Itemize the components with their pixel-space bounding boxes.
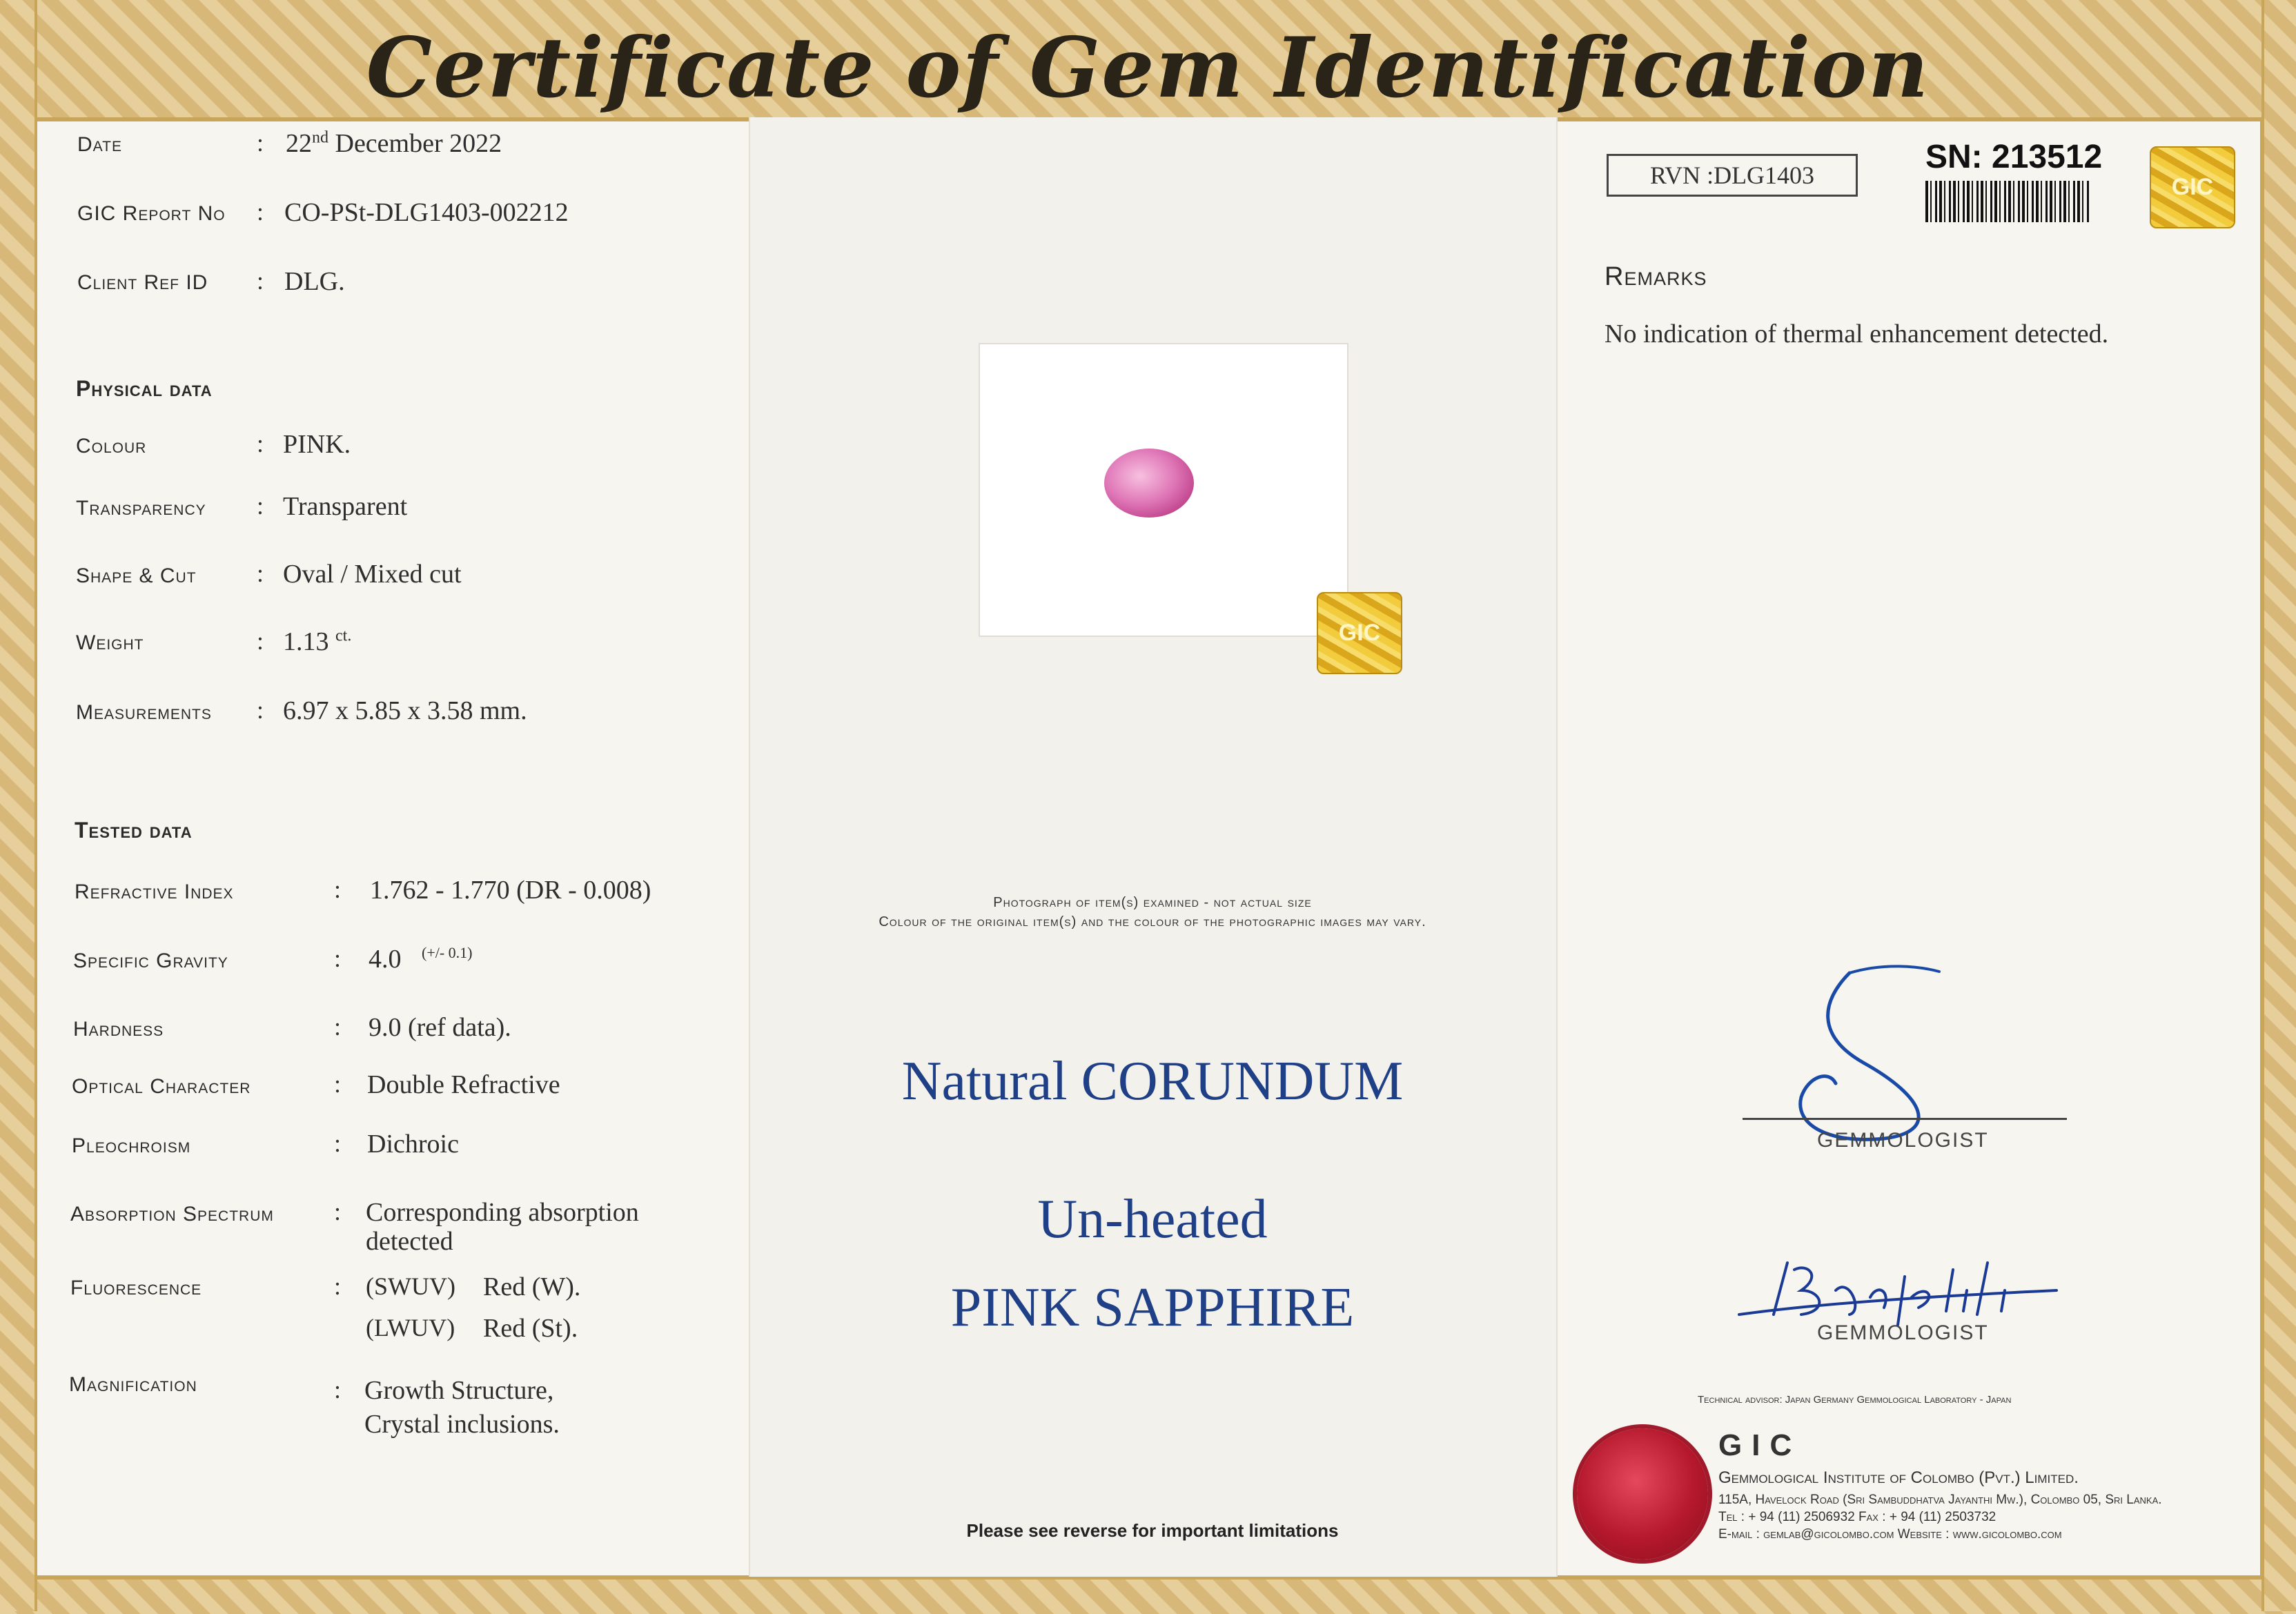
photo-caption-2: Colour of the original item(s) and the colour of the photographic images may vary. — [879, 914, 1426, 929]
magnification-line2: Crystal inclusions. — [364, 1410, 560, 1439]
shape-cut-value: Oval / Mixed cut — [283, 560, 462, 589]
specific-gravity-tolerance: (+/- 0.1) — [422, 944, 473, 961]
date-value — [286, 128, 502, 159]
gic-hologram-corner: GIC — [2150, 146, 2235, 228]
absorption-spectrum-line2: detected — [366, 1227, 453, 1256]
variety-heading: PINK SAPPHIRE — [950, 1277, 1355, 1338]
gemmologist-label-1: GEMMOLOGIST — [1817, 1129, 1989, 1152]
fold-line-left — [749, 117, 750, 1577]
optical-character-colon: : — [334, 1070, 342, 1098]
institute-name: Gemmological Institute of Colombo (Pvt.) Limited. — [1718, 1468, 2079, 1487]
date-rest: December 2022 — [335, 129, 502, 158]
optical-character-label: Optical Character — [72, 1075, 251, 1098]
transparency-value: Transparent — [283, 492, 408, 521]
shape-cut-label: Shape & Cut — [76, 564, 197, 587]
refractive-index-value: 1.762 - 1.770 (DR - 0.008) — [370, 876, 651, 905]
client-ref-value: DLG. — [284, 267, 345, 296]
institute-contact: E-mail : gemlab@gicolombo.com Website : www.gicolombo.com — [1718, 1527, 2062, 1542]
report-no-colon: : — [257, 198, 264, 226]
date-label: Date — [77, 133, 122, 156]
bottom-border-band — [0, 1577, 2296, 1614]
pleochroism-label: Pleochroism — [72, 1134, 191, 1157]
specific-gravity-number: 4.0 — [369, 945, 402, 974]
rvn-box: RVN :DLG1403 — [1607, 154, 1858, 197]
absorption-spectrum-label: Absorption Spectrum — [70, 1203, 274, 1226]
gemmologist-signature-2 — [1732, 1249, 2077, 1332]
fluorescence-sw-code: (SWUV) — [366, 1272, 455, 1300]
wax-seal — [1577, 1428, 1708, 1559]
remarks-text: No indication of thermal enhancement detected. — [1605, 319, 2109, 348]
weight-label: Weight — [76, 631, 144, 654]
pleochroism-value: Dichroic — [367, 1130, 459, 1159]
shape-cut-colon: : — [257, 560, 264, 587]
limitations-note: Please see reverse for important limitations — [966, 1520, 1339, 1541]
specific-gravity-label: Specific Gravity — [73, 949, 228, 972]
client-ref-colon: : — [257, 267, 264, 295]
technical-advisor-note: Technical advisor: Japan Germany Gemmological Laboratory - Japan — [1698, 1394, 2012, 1406]
certificate-title: Certificate of Gem Identification — [366, 19, 1930, 117]
gemmologist-signature-1 — [1774, 959, 2008, 1152]
magnification-line1: Growth Structure, — [364, 1376, 554, 1405]
date-suffix: nd — [312, 128, 328, 147]
pink-sapphire-photo — [1104, 449, 1194, 518]
tested-data-heading: Tested data — [75, 818, 193, 843]
colour-label: Colour — [76, 435, 147, 457]
treatment-heading: Un-heated — [1037, 1189, 1268, 1250]
measurements-value: 6.97 x 5.85 x 3.58 mm. — [283, 696, 527, 725]
fluorescence-sw-value: Red (W). — [483, 1272, 581, 1301]
fluorescence-label: Fluorescence — [70, 1277, 202, 1299]
remarks-heading: Remarks — [1605, 262, 1707, 291]
date-day: 22 — [286, 129, 312, 158]
weight-unit: ct. — [335, 627, 352, 645]
gic-logo-text: GIC — [1718, 1428, 1802, 1462]
colour-value: PINK. — [283, 430, 351, 459]
specific-gravity-colon: : — [334, 945, 342, 972]
hardness-label: Hardness — [73, 1018, 164, 1041]
signature-line-1 — [1743, 1118, 2067, 1120]
optical-character-value: Double Refractive — [367, 1070, 560, 1099]
fold-line-right — [1556, 117, 1558, 1577]
hardness-colon: : — [334, 1013, 342, 1041]
transparency-colon: : — [257, 492, 264, 520]
institute-phone: Tel : + 94 (11) 2506932 Fax : + 94 (11) 2503732 — [1718, 1510, 1996, 1524]
fluorescence-colon: : — [334, 1272, 342, 1300]
colour-colon: : — [257, 430, 264, 457]
photo-caption-1: Photograph of item(s) examined - not actual size — [993, 895, 1312, 910]
weight-colon: : — [257, 627, 264, 655]
hardness-value: 9.0 (ref data). — [369, 1013, 511, 1042]
weight-number: 1.13 — [283, 627, 329, 656]
fluorescence-lw-value: Red (St). — [483, 1314, 578, 1343]
specific-gravity-value — [369, 944, 473, 974]
pleochroism-colon: : — [334, 1130, 342, 1157]
refractive-index-colon: : — [334, 876, 342, 903]
measurements-label: Measurements — [76, 701, 212, 724]
date-colon: : — [257, 129, 264, 157]
client-ref-label: Client Ref ID — [77, 271, 208, 294]
refractive-index-label: Refractive Index — [75, 880, 234, 903]
gic-hologram-sticker: GIC — [1317, 592, 1402, 674]
species-heading: Natural CORUNDUM — [901, 1051, 1404, 1112]
transparency-label: Transparency — [76, 497, 206, 520]
absorption-spectrum-colon: : — [334, 1198, 342, 1226]
magnification-label: Magnification — [69, 1373, 197, 1396]
gemmologist-label-2: GEMMOLOGIST — [1817, 1321, 1989, 1344]
barcode — [1925, 181, 2091, 222]
report-no-label: GIC Report No — [77, 202, 226, 225]
measurements-colon: : — [257, 696, 264, 724]
serial-number: SN: 213512 — [1925, 139, 2103, 175]
absorption-spectrum-line1: Corresponding absorption — [366, 1198, 639, 1227]
report-no-value: CO-PSt-DLG1403-002212 — [284, 198, 569, 227]
center-panel — [749, 117, 1556, 1577]
right-border-band — [2261, 0, 2296, 1611]
institute-address: 115A, Havelock Road (Sri Sambuddhatva Jayanthi Mw.), Colombo 05, Sri Lanka. — [1718, 1493, 2162, 1507]
fluorescence-lw-code: (LWUV) — [366, 1314, 455, 1341]
left-border-band — [0, 0, 37, 1611]
weight-value — [283, 627, 351, 657]
magnification-colon: : — [334, 1376, 342, 1404]
physical-data-heading: Physical data — [76, 376, 213, 401]
